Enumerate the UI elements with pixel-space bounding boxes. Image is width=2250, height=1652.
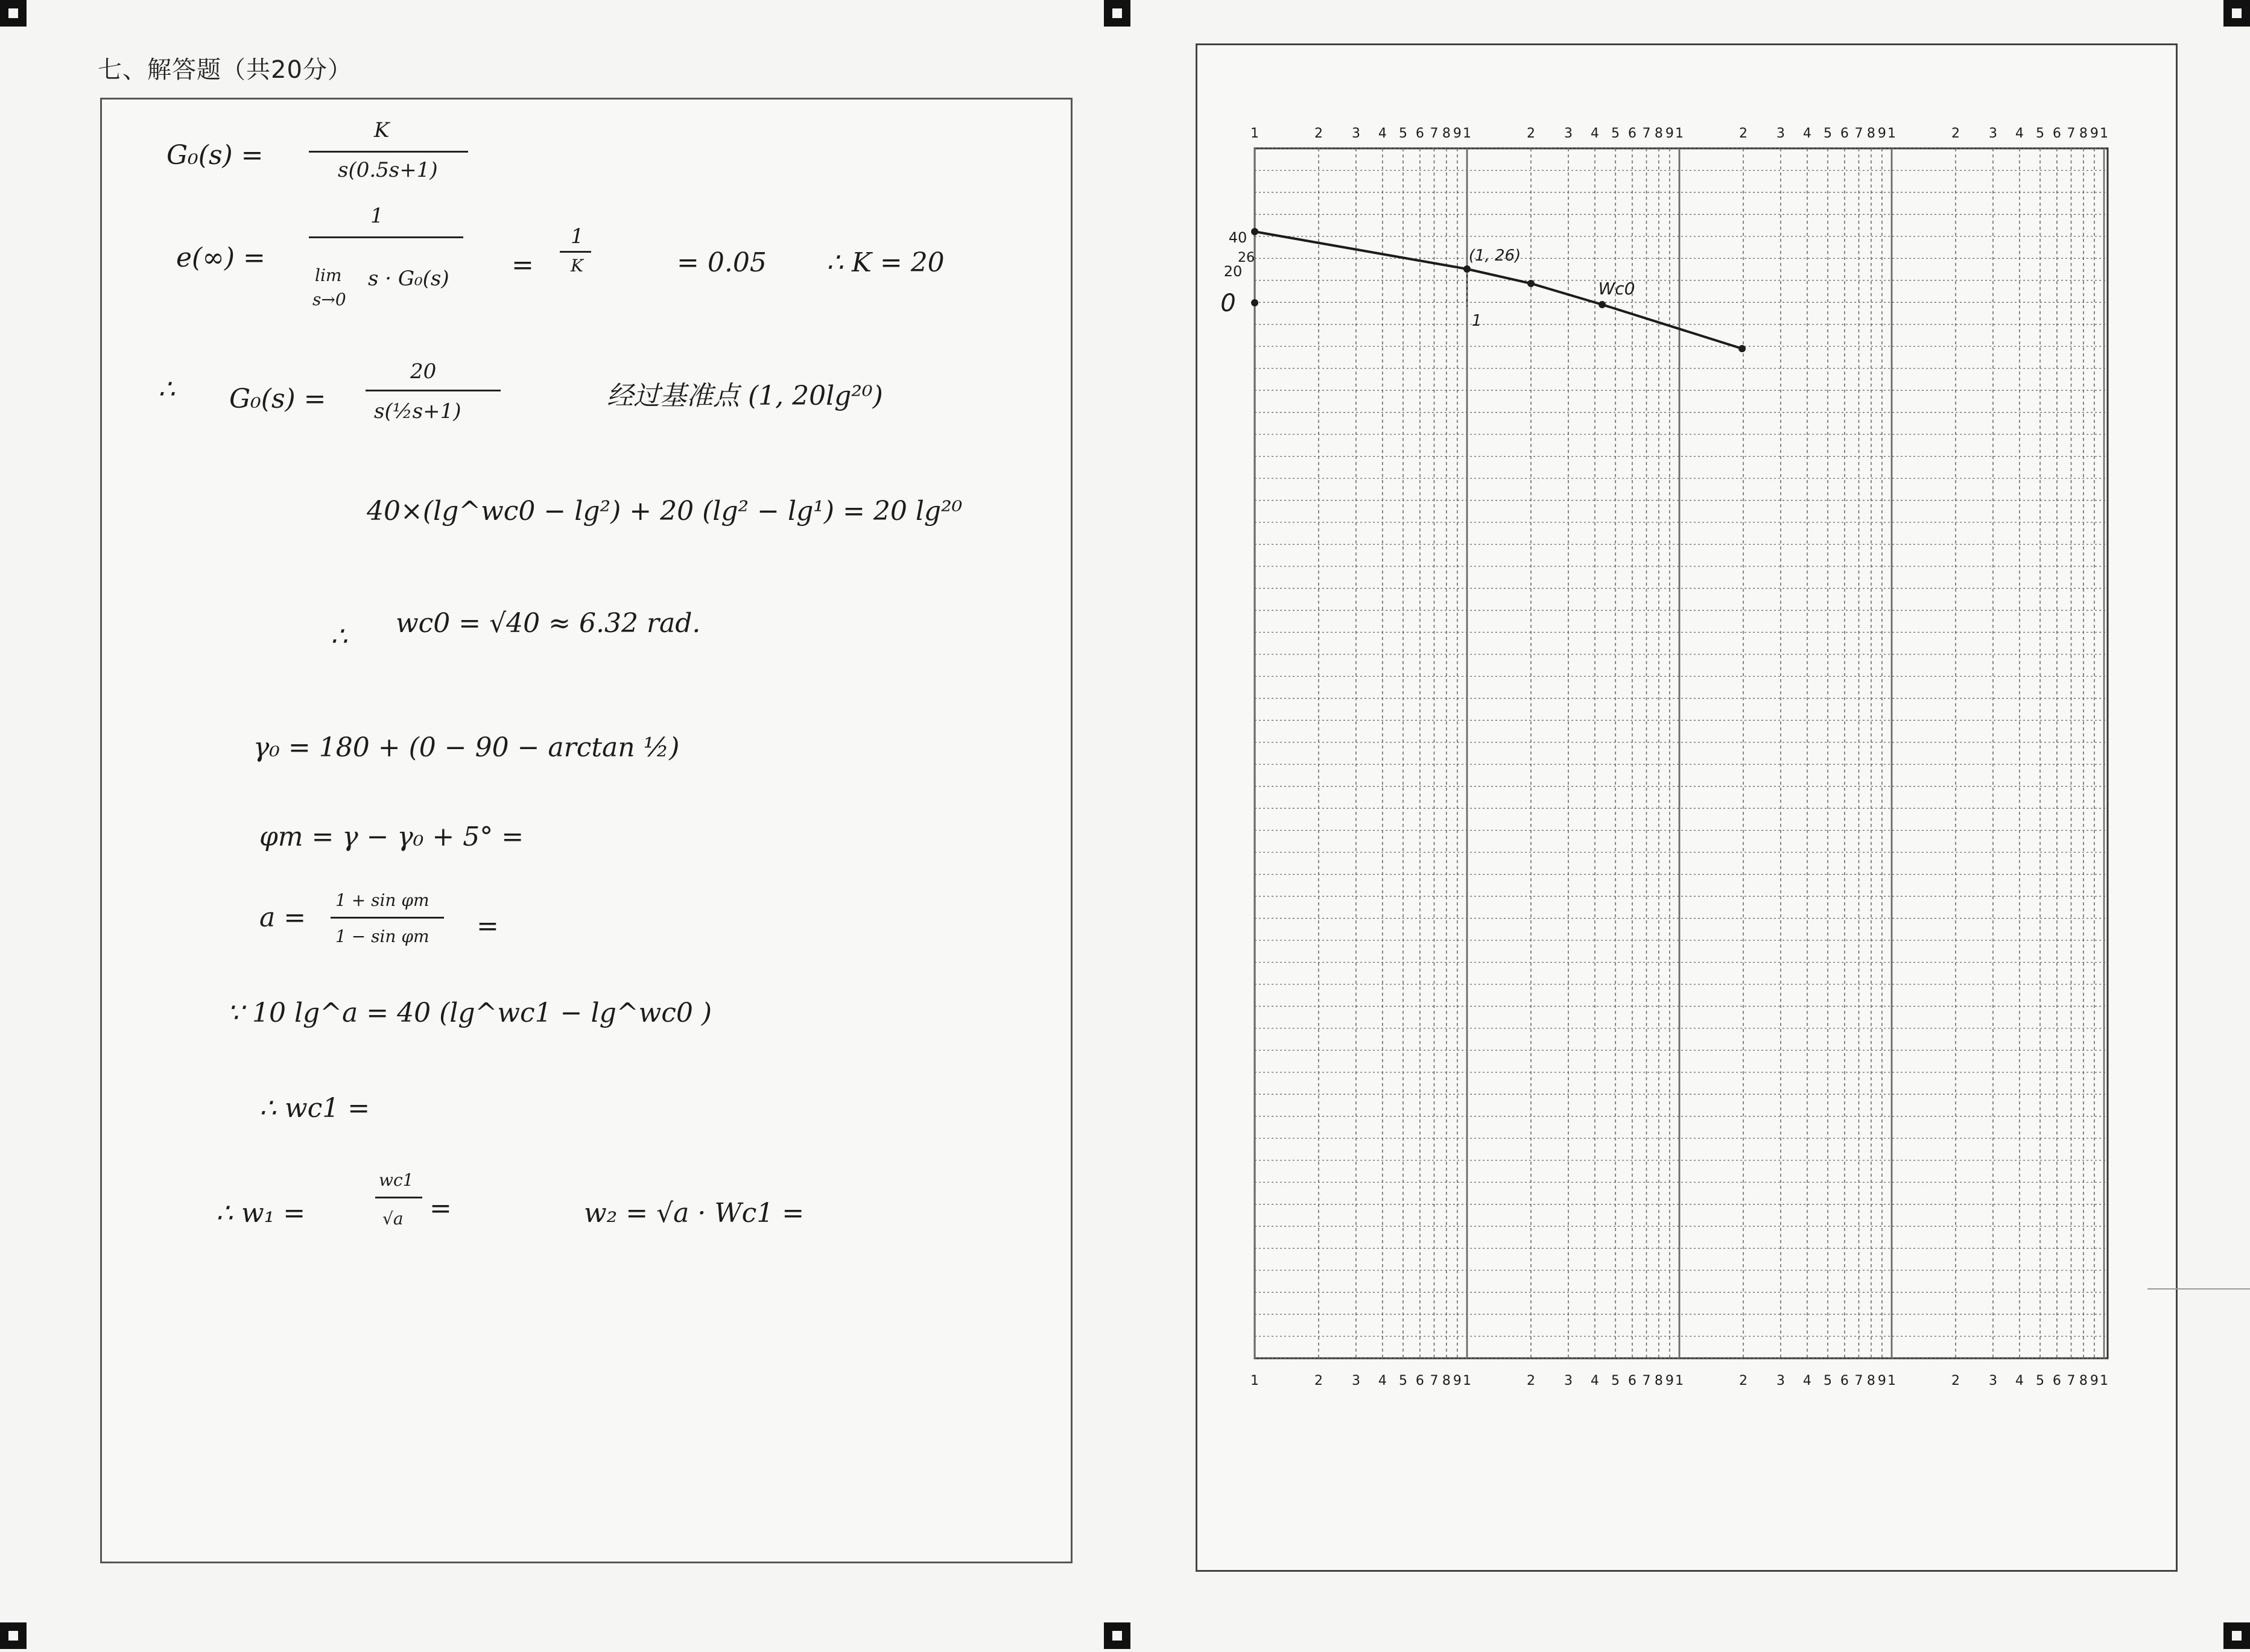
tick-label-top: 8 [1654,126,1663,141]
tick-label-bottom: 1 [1887,1373,1896,1388]
g0b-denominator: s(½s+1) [374,399,461,423]
tick-label-top: 5 [1611,126,1620,141]
y-label-0: 0 [1220,290,1236,317]
tick-label-top: 9 [2090,126,2099,141]
tick-label-bottom: 3 [1776,1373,1785,1388]
g0-numerator: K [374,118,390,142]
tick-label-bottom: 3 [1988,1373,1997,1388]
wc1-equation: ∴ wc1 = [259,1093,370,1124]
ess-numerator: 1 [370,204,384,228]
g0b-numerator: 20 [410,359,437,384]
tick-label-top: 1 [1675,126,1684,141]
gamma0-equation: γ₀ = 180 + (0 − 90 − arctan ½) [253,732,680,763]
tick-label-top: 9 [1453,126,1462,141]
y-label-20: 20 [1223,263,1243,280]
w1-numerator: wc1 [379,1170,414,1190]
tick-label-bottom: 6 [1627,1373,1637,1388]
tick-label-top: 1 [1250,126,1259,141]
g0b-therefore: ∴ [158,374,175,405]
tick-label-bottom: 5 [1399,1373,1408,1388]
tick-label-top: 3 [1988,126,1997,141]
tick-label-top: 7 [1430,126,1439,141]
tick-label-top: 4 [1590,126,1599,141]
w2-equation: w₂ = √a · Wc1 = [584,1198,805,1229]
w1-equals: = [429,1193,452,1224]
tick-label-bottom: 6 [2052,1373,2061,1388]
tick-label-top: 2 [1314,126,1323,141]
curve-point [1738,345,1746,352]
tick-label-top: 5 [1824,126,1833,141]
a-equals: = [477,911,499,942]
lg-a-equation: ∵ 10 lg^a = 40 (lg^wc1 − lg^wc0 ) [227,998,712,1028]
phim-equation: φm = γ − γ₀ + 5° = [259,821,524,852]
tick-label-top: 1 [2100,126,2108,141]
tick-label-top: 8 [2079,126,2088,141]
curve-point [1527,280,1535,287]
ess-den-expr: s · G₀(s) [368,267,449,291]
tick-label-top: 3 [1776,126,1785,141]
tick-label-top: 4 [1378,126,1387,141]
tick-label-bottom: 7 [1430,1373,1439,1388]
tick-label-bottom: 2 [1738,1373,1748,1388]
edge-mark [2147,1288,2250,1290]
ess-equals: = [512,250,534,280]
point-label-wc0: Wc0 [1598,279,1635,299]
tick-label-bottom: 8 [1654,1373,1663,1388]
reference-point: 经过基准点 (1, 20lg²⁰) [607,381,883,411]
tick-label-top: 3 [1351,126,1360,141]
tick-label-top: 6 [1840,126,1849,141]
tick-label-bottom: 9 [2090,1373,2099,1388]
section-title: 七、解答题（共20分） [98,56,352,84]
tick-label-top: 4 [1802,126,1811,141]
tick-label-bottom: 6 [1415,1373,1424,1388]
tick-label-bottom: 8 [1442,1373,1451,1388]
a-denominator: 1 − sin φm [335,926,429,946]
curve-point [1251,299,1258,306]
tick-label-top: 6 [2052,126,2061,141]
tick-label-bottom: 1 [2100,1373,2108,1388]
ess-lim-sub: s→0 [312,290,346,309]
tick-label-bottom: 2 [1314,1373,1323,1388]
tick-label-top: 2 [1526,126,1535,141]
ess-label: e(∞) = [176,242,265,273]
tick-label-top: 2 [1738,126,1748,141]
tick-label-bottom: 2 [1951,1373,1960,1388]
a-numerator: 1 + sin φm [335,890,429,910]
wc0-result: wc0 = √40 ≈ 6.32 rad. [396,608,701,639]
tick-label-bottom: 4 [1590,1373,1599,1388]
w1-denominator: √a [382,1209,404,1229]
tick-label-bottom: 5 [1824,1373,1833,1388]
tick-label-bottom: 7 [1642,1373,1651,1388]
tick-label-bottom: 7 [1854,1373,1863,1388]
tick-label-top: 5 [2036,126,2045,141]
y-label-40: 40 [1228,229,1247,246]
ess-frac-den: K [571,256,583,276]
g0-label: G₀(s) = [166,140,264,171]
tick-label-bottom: 9 [1877,1373,1886,1388]
tick-label-bottom: 8 [1866,1373,1875,1388]
tick-label-bottom: 1 [1463,1373,1471,1388]
tick-label-top: 4 [2015,126,2024,141]
tick-label-top: 6 [1627,126,1637,141]
g0-denominator: s(0.5s+1) [338,158,438,182]
tick-label-bottom: 8 [2079,1373,2088,1388]
point-label-1-26: (1, 26) [1468,247,1521,265]
tick-label-top: 9 [1665,126,1674,141]
curve-point [1599,301,1606,308]
tick-label-bottom: 7 [2067,1373,2076,1388]
tick-label-bottom: 1 [1675,1373,1684,1388]
tick-label-bottom: 9 [1665,1373,1674,1388]
wc0-equation: 40×(lg^wc0 − lg²) + 20 (lg² − lg¹) = 20 lg²⁰ [367,496,963,527]
tick-label-bottom: 9 [1453,1373,1462,1388]
tick-label-bottom: 2 [1526,1373,1535,1388]
tick-label-top: 1 [1463,126,1471,141]
tick-label-top: 1 [1887,126,1896,141]
tick-label-bottom: 6 [1840,1373,1849,1388]
tick-label-bottom: 5 [1611,1373,1620,1388]
a-label: a = [259,902,306,933]
ess-frac-num: 1 [571,224,584,248]
tick-label-top: 7 [2067,126,2076,141]
point-label-1: 1 [1471,312,1482,330]
ess-value: = 0.05 [677,247,767,278]
w1-label: ∴ w₁ = [216,1198,306,1229]
ess-lim: lim [315,265,342,285]
tick-label-top: 3 [1564,126,1573,141]
tick-label-bottom: 4 [1802,1373,1811,1388]
tick-label-top: 8 [1866,126,1875,141]
y-label-26: 26 [1238,250,1255,265]
tick-label-bottom: 4 [1378,1373,1387,1388]
tick-label-top: 8 [1442,126,1451,141]
tick-label-top: 5 [1399,126,1408,141]
curve-point [1251,228,1258,235]
wc0-therefore: ∴ [331,621,347,652]
tick-label-bottom: 5 [2036,1373,2045,1388]
tick-label-top: 9 [1877,126,1886,141]
tick-label-bottom: 3 [1564,1373,1573,1388]
tick-label-bottom: 1 [1250,1373,1259,1388]
tick-label-top: 7 [1854,126,1863,141]
tick-label-bottom: 3 [1351,1373,1360,1388]
tick-label-bottom: 4 [2015,1373,2024,1388]
ess-k-result: ∴ K = 20 [826,247,945,278]
g0b-label: G₀(s) = [229,384,326,414]
tick-label-top: 7 [1642,126,1651,141]
tick-label-top: 6 [1415,126,1424,141]
tick-label-top: 2 [1951,126,1960,141]
